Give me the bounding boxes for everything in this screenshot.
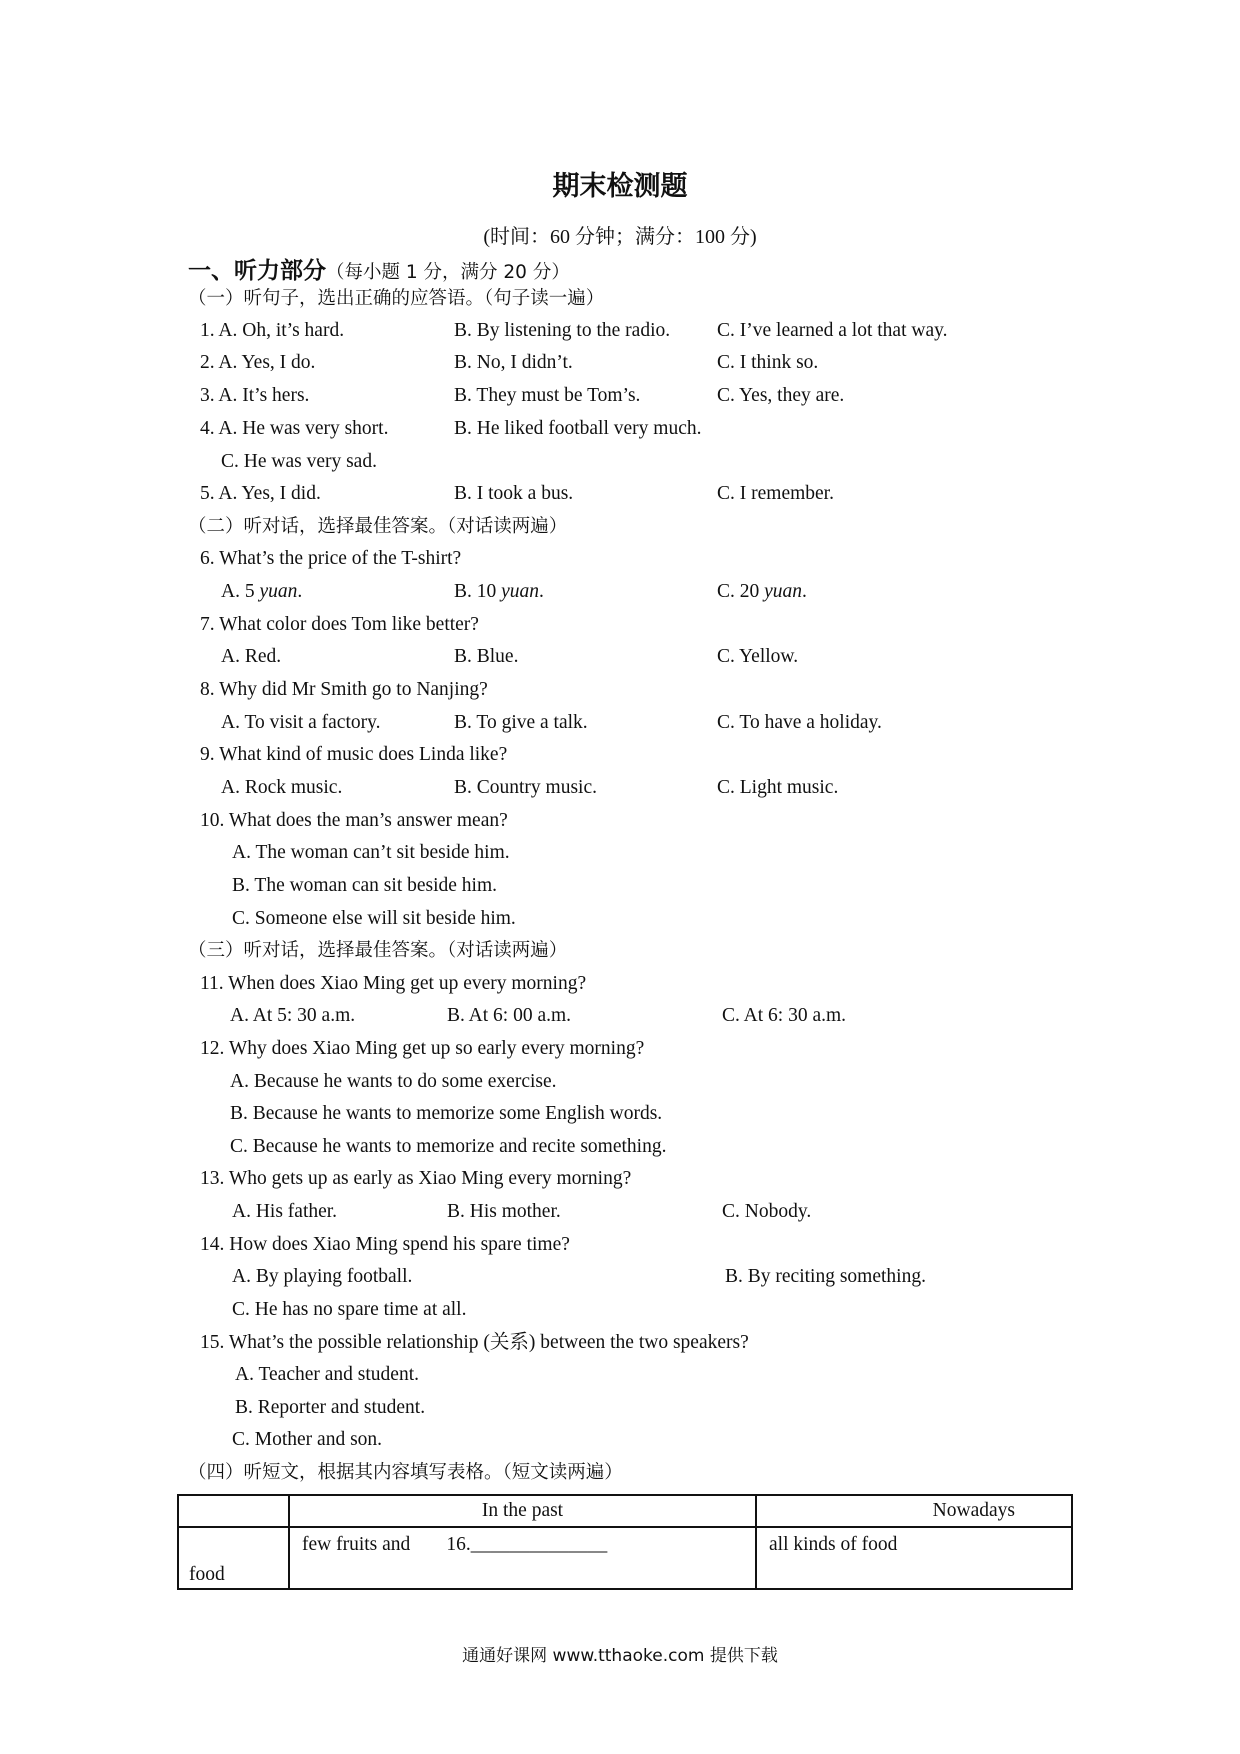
section-note: （每小题 1 分，满分 20 分）: [326, 262, 570, 283]
q7-option-b: B. Blue.: [454, 646, 519, 667]
q11-option-b: B. At 6: 00 a.m.: [447, 1005, 572, 1026]
q2-option-a: 2. A. Yes, I do.: [200, 352, 316, 373]
q14-option-b: B. By reciting something.: [725, 1266, 926, 1287]
q13-option-c: C. Nobody.: [722, 1201, 812, 1222]
q6-option-c: C. 20 yuan.: [717, 581, 807, 602]
q4-option-b: B. He liked football very much.: [454, 418, 702, 439]
q13-stem: 13. Who gets up as early as Xiao Ming every morning?: [200, 1168, 632, 1189]
q9-option-a: A. Rock music.: [221, 777, 343, 798]
q3-option-b: B. They must be Tom’s.: [454, 385, 641, 406]
q1-option-b: B. By listening to the radio.: [454, 320, 671, 341]
q7-option-a: A. Red.: [221, 646, 282, 667]
now-food-cell: all kinds of food: [756, 1527, 1072, 1589]
q3-option-c: C. Yes, they are.: [717, 385, 845, 406]
q14-option-a: A. By playing football.: [232, 1266, 413, 1287]
q10-option-b: B. The woman can sit beside him.: [232, 875, 498, 896]
q15-option-b: B. Reporter and student.: [235, 1397, 426, 1418]
q11-stem: 11. When does Xiao Ming get up every morning?: [200, 973, 587, 994]
part-instruction-2: （二）听对话，选择最佳答案。（对话读两遍）: [188, 516, 568, 537]
q12-stem: 12. Why does Xiao Ming get up so early every morning?: [200, 1038, 645, 1059]
q5-option-b: B. I took a bus.: [454, 483, 574, 504]
q8-option-c: C. To have a holiday.: [717, 712, 882, 733]
q4-option-c: C. He was very sad.: [221, 451, 377, 472]
q12-option-a: A. Because he wants to do some exercise.: [230, 1071, 557, 1092]
q7-option-c: C. Yellow.: [717, 646, 799, 667]
q1-option-c: C. I’ve learned a lot that way.: [717, 320, 948, 341]
q2-option-c: C. I think so.: [717, 352, 819, 373]
section-heading: [188, 252, 570, 285]
q6-option-b: B. 10 yuan.: [454, 581, 544, 602]
footer-source: 通通好课网 www.tthaoke.com 提供下载: [462, 1646, 778, 1666]
section-title: 一、听力部分: [188, 258, 326, 284]
q12-option-b: B. Because he wants to memorize some English words.: [230, 1103, 663, 1124]
header-nowadays: Nowadays: [756, 1495, 1072, 1527]
part-instruction-4: （四）听短文，根据其内容填写表格。（短文读两遍）: [188, 1462, 623, 1483]
page-title: 期末检测题: [552, 171, 688, 202]
q5-option-c: C. I remember.: [717, 483, 834, 504]
q8-stem: 8. Why did Mr Smith go to Nanjing?: [200, 679, 488, 700]
q9-option-b: B. Country music.: [454, 777, 598, 798]
q11-option-c: C. At 6: 30 a.m.: [722, 1005, 847, 1026]
q7-stem: 7. What color does Tom like better?: [200, 614, 479, 635]
q6-stem: 6. What’s the price of the T-shirt?: [200, 548, 462, 569]
table-header-row: [178, 1495, 1072, 1527]
table-row-food: [178, 1527, 1072, 1589]
row-label-food: food: [178, 1527, 289, 1589]
q6-option-a: A. 5 yuan.: [221, 581, 303, 602]
q15-stem: 15. What’s the possible relationship (关系) between the two speakers?: [200, 1332, 749, 1353]
q13-option-a: A. His father.: [232, 1201, 338, 1222]
q15-option-c: C. Mother and son.: [232, 1429, 383, 1450]
exam-duration-score: (时间：60 分钟；满分：100 分): [483, 226, 757, 248]
q3-option-a: 3. A. It’s hers.: [200, 385, 310, 406]
part-instruction-3: （三）听对话，选择最佳答案。（对话读两遍）: [188, 940, 568, 961]
past-food-cell: [289, 1527, 756, 1589]
q2-option-b: B. No, I didn’t.: [454, 352, 573, 373]
q4-option-a: 4. A. He was very short.: [200, 418, 389, 439]
q15-option-a: A. Teacher and student.: [235, 1364, 420, 1385]
q10-option-a: A. The woman can’t sit beside him.: [232, 842, 510, 863]
past-food-text: few fruits and: [302, 1534, 411, 1555]
q10-stem: 10. What does the man’s answer mean?: [200, 810, 508, 831]
q1-option-a: 1. A. Oh, it’s hard.: [200, 320, 345, 341]
q8-option-b: B. To give a talk.: [454, 712, 588, 733]
q12-option-c: C. Because he wants to memorize and recite something.: [230, 1136, 667, 1157]
q9-stem: 9. What kind of music does Linda like?: [200, 744, 508, 765]
fill-in-table: [177, 1494, 1073, 1590]
q13-option-b: B. His mother.: [447, 1201, 561, 1222]
q8-option-a: A. To visit a factory.: [221, 712, 381, 733]
q11-option-a: A. At 5: 30 a.m.: [230, 1005, 356, 1026]
header-in-the-past: In the past: [289, 1495, 756, 1527]
q14-stem: 14. How does Xiao Ming spend his spare time?: [200, 1234, 570, 1255]
part-instruction-1: （一）听句子，选出正确的应答语。（句子读一遍）: [188, 288, 605, 309]
q5-option-a: 5. A. Yes, I did.: [200, 483, 321, 504]
answer-blank-16[interactable]: 16.______________: [446, 1534, 608, 1555]
q9-option-c: C. Light music.: [717, 777, 839, 798]
q14-option-c: C. He has no spare time at all.: [232, 1299, 467, 1320]
q10-option-c: C. Someone else will sit beside him.: [232, 908, 516, 929]
table-corner-cell: [178, 1495, 289, 1527]
